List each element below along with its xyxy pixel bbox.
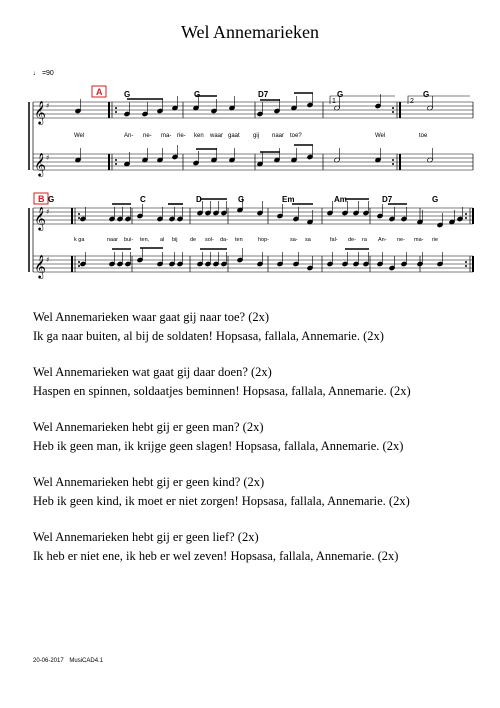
page-title: Wel Annemarieken	[181, 22, 319, 42]
chord-symbol: D	[196, 195, 202, 204]
lyric-syllable: rie	[432, 237, 439, 243]
chord-symbol: G	[337, 90, 344, 99]
volta-number: 2	[410, 98, 414, 105]
volta-number: 1	[332, 98, 336, 105]
verse-5	[33, 528, 398, 566]
lyric-syllable: An-	[378, 237, 387, 243]
lyric-syllable: bui-	[124, 237, 134, 243]
volta-bracket	[408, 96, 470, 104]
repeat-dot	[78, 261, 80, 263]
lyric-syllable: Wel	[74, 133, 85, 139]
lyric-syllable: ma-	[414, 237, 424, 243]
sharp-icon: ♯	[46, 154, 50, 162]
repeat-dot	[78, 265, 80, 267]
chord-symbol: D7	[258, 90, 269, 99]
lyric-syllable: gij	[253, 133, 260, 139]
lyric-syllable: hop-	[258, 237, 270, 243]
lyric-syllable: toe	[419, 133, 428, 139]
treble-clef-icon: 𝄞	[34, 254, 46, 278]
chord-symbol: C	[140, 195, 146, 204]
footer	[33, 658, 103, 664]
repeat-dot	[465, 261, 467, 263]
repeat-dot	[78, 213, 80, 215]
lyric-syllable: An-	[124, 133, 134, 139]
rehearsal-mark-a: A	[96, 87, 103, 97]
lyric-syllable: rie-	[177, 133, 186, 139]
verse-line: Wel Annemarieken hebt gij er geen lief? (2x)	[33, 530, 259, 544]
lyric-syllable: ma-	[161, 133, 172, 139]
repeat-dot	[78, 217, 80, 219]
repeat-dot	[115, 163, 117, 165]
lyric-syllable: ten,	[140, 237, 150, 243]
footer-date: 20-06-2017	[33, 658, 64, 664]
chord-symbol: G	[238, 195, 245, 204]
lyric-syllable: sol-	[205, 237, 214, 243]
repeat-dot	[392, 107, 394, 109]
sharp-icon: ♯	[46, 208, 50, 216]
lyric-syllable: de-	[348, 237, 356, 243]
repeat-dot	[392, 111, 394, 113]
verse-2	[33, 363, 411, 401]
verse-3	[33, 418, 403, 456]
sharp-icon: ♯	[46, 256, 50, 264]
lyric-syllable: da-	[220, 237, 228, 243]
chord-symbol: G	[194, 90, 201, 99]
chord-symbol: G	[432, 195, 439, 204]
chord-symbol: G	[124, 90, 131, 99]
verse-4	[33, 473, 410, 511]
sharp-icon: ♯	[46, 102, 50, 110]
lyric-syllable: gaat	[228, 133, 240, 139]
repeat-dot	[465, 213, 467, 215]
lyric-syllable: al	[160, 237, 165, 243]
lyric-syllable: naar	[107, 237, 119, 243]
footer-software: MusiCAD4.1	[69, 658, 104, 664]
lyric-syllable: de	[190, 237, 197, 243]
repeat-dot	[115, 159, 117, 161]
rehearsal-mark-b: B	[38, 194, 45, 204]
treble-clef-icon: 𝄞	[34, 100, 46, 124]
verse-line: Wel Annemarieken hebt gij er geen man? (2x)	[33, 420, 264, 434]
lyric-syllable: ken	[194, 133, 204, 139]
lyric-syllable: k ga	[74, 237, 85, 243]
repeat-dot	[115, 111, 117, 113]
chord-symbol: G	[48, 195, 55, 204]
lyric-syllable: sa-	[290, 237, 298, 243]
repeat-dot	[115, 107, 117, 109]
chord-symbol: Am	[334, 195, 347, 204]
lyric-syllable: waar	[210, 133, 224, 139]
verse-line: Wel Annemarieken hebt gij er geen kind? (2x)	[33, 475, 265, 489]
lyric-syllable: sa	[305, 237, 311, 243]
verse-line: Ik heb er niet ene, ik heb er wel zeven! Hopsasa, fallala, Annemarie. (2x)	[33, 549, 399, 563]
verse-line: Wel Annemarieken waar gaat gij naar toe? (2x)	[33, 310, 270, 324]
treble-clef-icon: 𝄞	[34, 152, 46, 176]
lyric-syllable: ra	[362, 237, 367, 243]
treble-clef-icon: 𝄞	[34, 206, 46, 230]
lyric-syllable: Wel	[375, 133, 386, 139]
lyric-syllable: toe?	[290, 133, 302, 139]
lyric-syllable: ne-	[143, 133, 152, 139]
lyric-syllable: ten	[235, 237, 243, 243]
chord-symbol: G	[423, 90, 430, 99]
verse-line: Heb ik geen man, ik krijge geen slagen! Hopsasa, fallala, Annemarie. (2x)	[33, 439, 404, 453]
tempo-marking: ♩ =90	[33, 70, 54, 77]
lyric-syllable: bij	[172, 237, 178, 243]
lyric-syllable: ne-	[397, 237, 405, 243]
repeat-dot	[392, 159, 394, 161]
chord-symbol: Em	[282, 195, 295, 204]
verse-1	[33, 308, 384, 346]
chord-symbol: D7	[382, 195, 393, 204]
repeat-dot	[392, 163, 394, 165]
lyric-syllable: fal-	[330, 237, 338, 243]
verse-line: Heb ik geen kind, ik moet er niet zorgen! Hopsasa, fallala, Annemarie. (2x)	[33, 494, 410, 508]
lyric-syllable: naar	[272, 133, 285, 139]
repeat-dot	[465, 217, 467, 219]
verse-line: Haspen en spinnen, soldaatjes beminnen! Hopsasa, fallala, Annemarie. (2x)	[33, 384, 411, 398]
repeat-dot	[465, 265, 467, 267]
verse-line: Wel Annemarieken wat gaat gij daar doen? (2x)	[33, 365, 272, 379]
music-score	[0, 0, 500, 300]
verse-line: Ik ga naar buiten, al bij de soldaten! Hopsasa, fallala, Annemarie. (2x)	[33, 329, 384, 343]
